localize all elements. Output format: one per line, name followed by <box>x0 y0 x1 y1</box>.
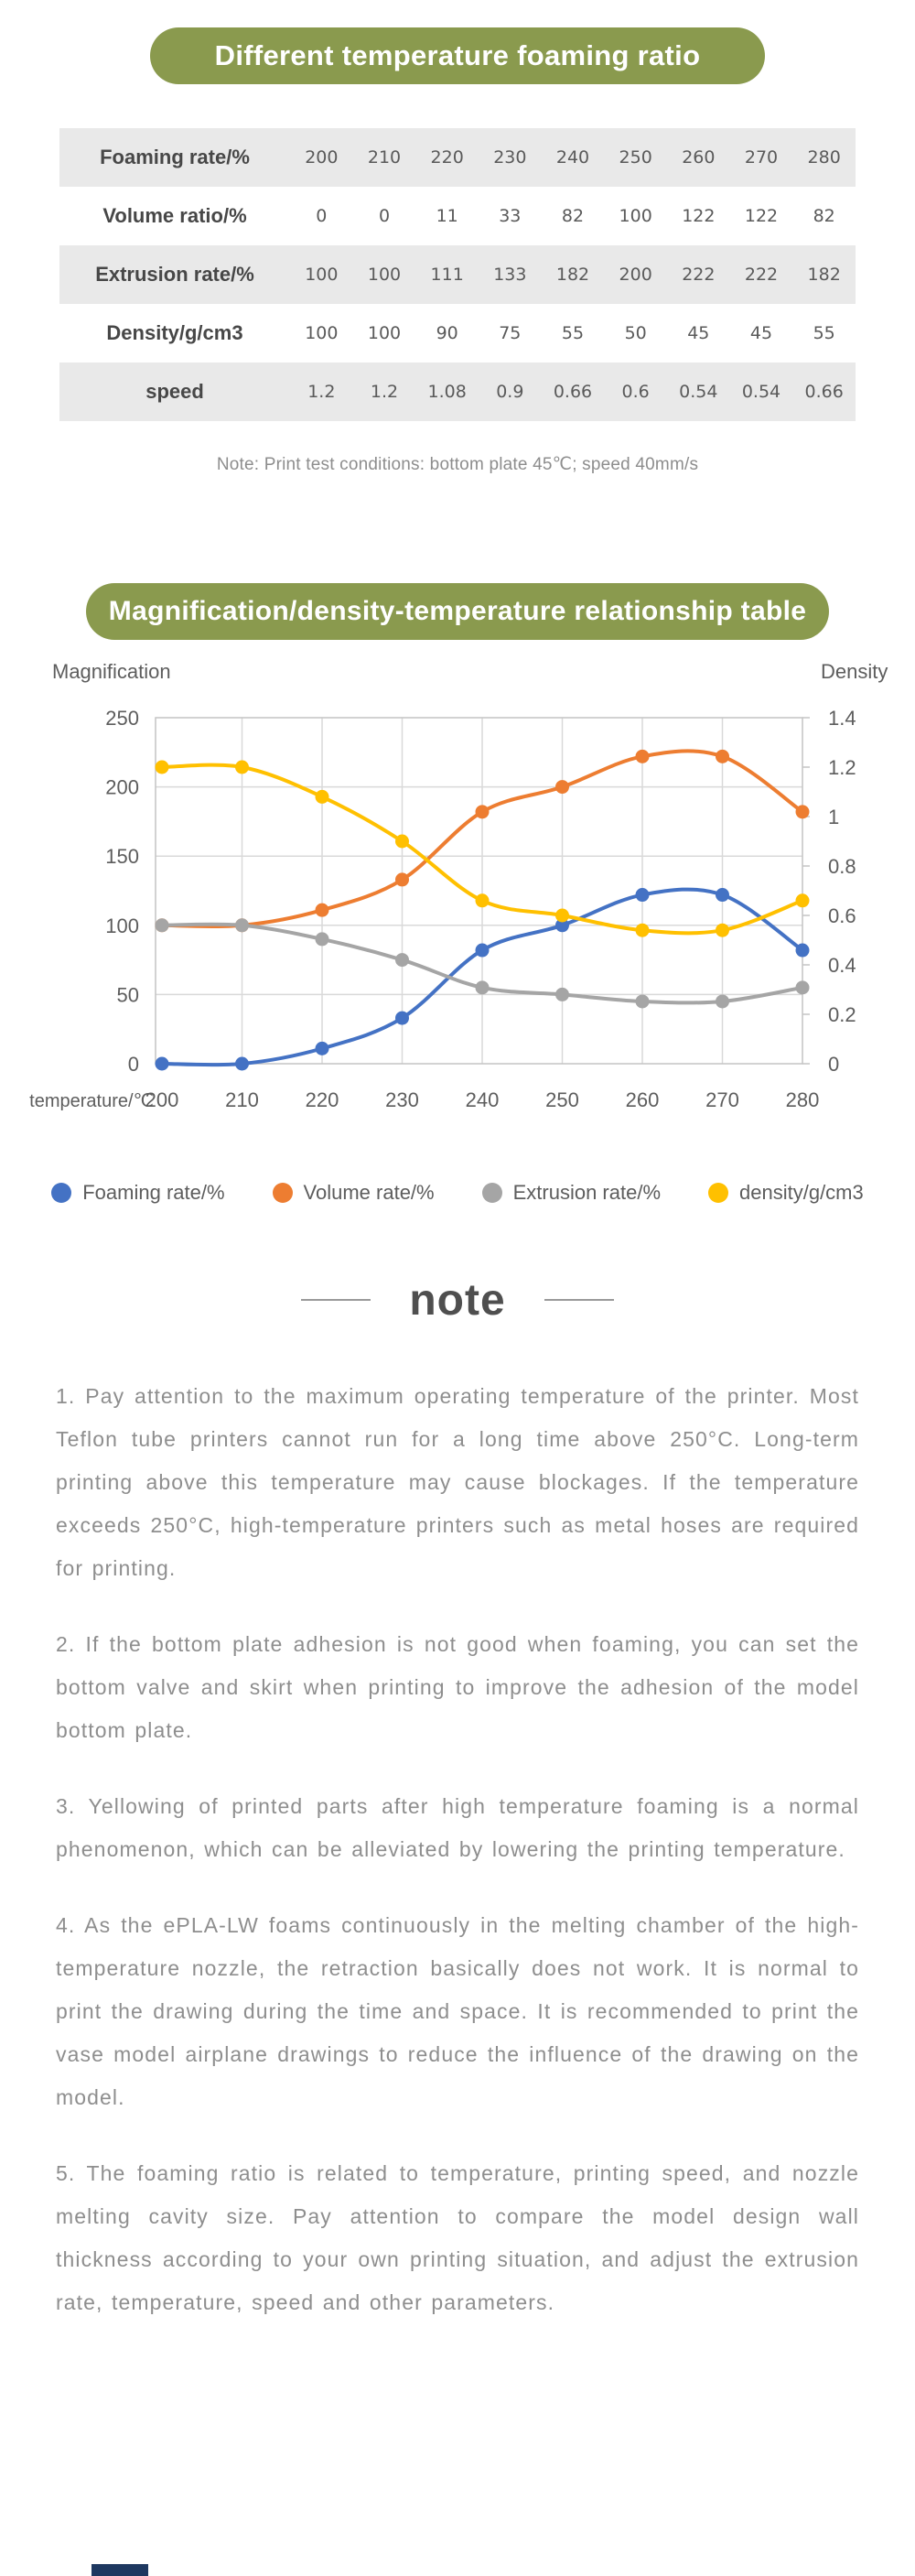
table-cell: 111 <box>430 265 464 285</box>
note-paragraph: 1. Pay attention to the maximum operating temperature of the printer. Most Teflon tube printers cannot run for a long time above 250°C. Long-term printing above this temperature may cause blockages. If the temperature exceeds 250°C, high-temperature printers such as metal hoses are required for printing. <box>56 1384 859 1580</box>
right-axis-tick: 0.2 <box>828 1003 856 1026</box>
data-point-marker <box>636 888 650 902</box>
note-paragraph: 3. Yellowing of printed parts after high temperature foaming is a normal phenomenon, which can be alleviated by lowering the printing temperature. <box>56 1794 859 1861</box>
legend-label: Extrusion rate/% <box>512 1181 662 1204</box>
data-point-marker <box>796 944 810 958</box>
data-point-marker <box>156 918 169 932</box>
table-cell: 50 <box>624 323 647 343</box>
table-cell: 100 <box>305 323 339 343</box>
table-cell: 100 <box>367 323 402 343</box>
heading-dash-left <box>301 1299 371 1301</box>
table-row <box>59 304 856 363</box>
chart-legend <box>0 1179 915 1207</box>
section-title-banner-relationship <box>86 583 829 640</box>
left-axis-tick: 50 <box>116 983 139 1007</box>
note-heading-text: note <box>409 1275 506 1325</box>
table-cell: 0.9 <box>496 382 524 402</box>
row-label: Foaming rate/% <box>100 146 250 168</box>
right-axis-tick: 0 <box>828 1053 840 1076</box>
data-point-marker <box>316 1042 329 1055</box>
legend-label: Volume rate/% <box>303 1181 435 1204</box>
x-axis-tick: 210 <box>225 1088 259 1111</box>
x-axis-tick: 240 <box>465 1088 500 1111</box>
heading-dash-right <box>544 1299 614 1301</box>
data-point-marker <box>796 980 810 994</box>
table-cell: 260 <box>682 147 716 168</box>
data-point-marker <box>796 893 810 907</box>
data-point-marker <box>395 872 409 886</box>
table-cell: 33 <box>499 206 522 226</box>
table-cell: 222 <box>744 265 779 285</box>
table-cell: 0 <box>378 206 391 226</box>
data-point-marker <box>235 918 249 932</box>
data-point-marker <box>555 780 569 794</box>
right-axis-tick: 0.8 <box>828 855 856 878</box>
legend-dot <box>273 1183 293 1203</box>
data-point-marker <box>395 835 409 849</box>
table-cell: 182 <box>807 265 841 285</box>
data-point-marker <box>156 761 169 774</box>
data-point-marker <box>716 888 729 902</box>
data-point-marker <box>156 1057 169 1071</box>
data-point-marker <box>796 805 810 818</box>
table-cell: 1.08 <box>427 382 467 402</box>
right-axis-tick: 1 <box>828 806 840 828</box>
x-axis-title: temperature/℃ <box>29 1091 154 1111</box>
table-cell: 100 <box>367 265 402 285</box>
right-axis-tick: 1.2 <box>828 756 856 779</box>
table-cell: 182 <box>555 265 590 285</box>
x-axis-tick: 200 <box>145 1088 179 1111</box>
table-cell: 240 <box>555 147 590 168</box>
row-label: Density/g/cm3 <box>106 321 243 344</box>
table-cell: 82 <box>813 206 835 226</box>
left-axis-tick: 150 <box>105 845 139 869</box>
table-cell: 0.66 <box>553 382 593 402</box>
table-cell: 55 <box>561 323 585 343</box>
table-cell: 82 <box>561 206 585 226</box>
data-point-marker <box>395 1012 409 1025</box>
legend-item <box>708 1181 864 1205</box>
data-point-marker <box>395 953 409 967</box>
data-point-marker <box>316 790 329 804</box>
table-cell: 45 <box>687 323 710 343</box>
data-point-marker <box>636 750 650 763</box>
table-cell: 200 <box>305 147 339 168</box>
data-point-marker <box>476 980 490 994</box>
table-cell: 0 <box>316 206 328 226</box>
table-cell: 0.66 <box>804 382 844 402</box>
left-axis-tick: 0 <box>127 1053 139 1076</box>
data-point-marker <box>476 944 490 958</box>
data-point-marker <box>716 750 729 763</box>
relationship-chart-container <box>0 640 915 1157</box>
table-cell: 1.2 <box>307 382 336 402</box>
footer-accent-bar <box>92 2564 148 2576</box>
legend-item <box>482 1181 661 1205</box>
right-axis-tick: 0.4 <box>828 954 856 977</box>
data-point-marker <box>716 924 729 937</box>
left-axis-tick: 100 <box>105 914 139 937</box>
left-axis-title: Magnification <box>52 660 171 683</box>
section-title-banner-foaming-ratio <box>150 27 765 84</box>
table-cell: 220 <box>430 147 464 168</box>
section-title: Different temperature foaming ratio <box>214 39 701 71</box>
table-row <box>59 363 856 421</box>
row-label: speed <box>145 380 204 403</box>
x-axis-tick: 250 <box>545 1088 579 1111</box>
table-cell: 122 <box>744 206 779 226</box>
legend-label: density/g/cm3 <box>739 1181 864 1204</box>
table-cell: 75 <box>499 323 522 343</box>
foaming-ratio-table <box>59 128 856 421</box>
table-cell: 200 <box>619 265 652 285</box>
table-row <box>59 187 856 245</box>
test-conditions-note: Note: Print test conditions: bottom plate 45℃; speed 40mm/s <box>216 455 699 474</box>
data-point-marker <box>476 805 490 818</box>
x-axis-tick: 260 <box>625 1088 660 1111</box>
data-point-marker <box>636 994 650 1008</box>
table-cell: 222 <box>682 265 716 285</box>
table-cell: 0.6 <box>621 382 650 402</box>
note-paragraph-list <box>56 1375 859 2324</box>
table-cell: 0.54 <box>679 382 718 402</box>
table-cell: 11 <box>436 206 458 226</box>
legend-dot <box>51 1183 71 1203</box>
data-point-marker <box>636 924 650 937</box>
x-axis-tick: 270 <box>705 1088 739 1111</box>
data-point-marker <box>555 988 569 1001</box>
x-axis-tick: 280 <box>785 1088 820 1111</box>
right-axis-tick: 0.6 <box>828 904 856 927</box>
table-cell: 280 <box>807 147 841 168</box>
data-point-marker <box>555 909 569 923</box>
note-paragraph: 2. If the bottom plate adhesion is not good when foaming, you can set the bottom valve and skirt when printing to improve the adhesion of the model bottom plate. <box>56 1632 859 1742</box>
data-point-marker <box>476 893 490 907</box>
legend-dot <box>482 1183 502 1203</box>
row-label: Extrusion rate/% <box>95 263 254 286</box>
table-cell: 55 <box>813 323 835 343</box>
legend-dot <box>708 1183 728 1203</box>
x-axis-tick: 230 <box>385 1088 419 1111</box>
note-paragraph: 5. The foaming ratio is related to temperature, printing speed, and nozzle melting cavity size. Pay attention to compare the model design wall thickness according to your own printing situation, and adjust the extrusion rate, temperature, speed and other parameters. <box>56 2161 859 2314</box>
table-cell: 90 <box>436 323 458 343</box>
data-point-marker <box>316 904 329 917</box>
table-row <box>59 128 856 187</box>
right-axis-tick: 1.4 <box>828 707 856 730</box>
note-paragraph: 4. As the ePLA-LW foams continuously in the melting chamber of the high-temperature nozzle, the retraction basically does not work. It is normal to print the drawing during the time and space. It is recommended to print the vase model airplane drawings to reduce the influence of the drawing on the model. <box>56 1913 859 2109</box>
table-cell: 100 <box>619 206 652 226</box>
left-axis-tick: 250 <box>105 707 139 730</box>
table-cell: 133 <box>493 265 527 285</box>
right-axis-title: Density <box>821 660 888 683</box>
legend-item <box>273 1181 435 1205</box>
temperature-relationship-line-chart <box>0 640 915 1153</box>
table-cell: 230 <box>493 147 527 168</box>
legend-label: Foaming rate/% <box>82 1181 225 1204</box>
table-cell: 45 <box>749 323 773 343</box>
data-point-marker <box>235 761 249 774</box>
table-cell: 1.2 <box>370 382 399 402</box>
table-row <box>59 245 856 304</box>
table-cell: 122 <box>682 206 716 226</box>
left-axis-tick: 200 <box>105 775 139 799</box>
data-point-marker <box>316 932 329 946</box>
note-heading <box>0 1271 915 1329</box>
table-cell: 210 <box>367 147 402 168</box>
x-axis-tick: 220 <box>305 1088 339 1111</box>
data-point-marker <box>716 994 729 1008</box>
section-title: Magnification/density-temperature relationship table <box>108 596 807 626</box>
table-cell: 270 <box>744 147 779 168</box>
table-cell: 100 <box>305 265 339 285</box>
table-cell: 0.54 <box>741 382 781 402</box>
row-label: Volume ratio/% <box>102 204 247 227</box>
table-cell: 250 <box>619 147 652 168</box>
data-point-marker <box>235 1057 249 1071</box>
legend-item <box>51 1181 224 1205</box>
